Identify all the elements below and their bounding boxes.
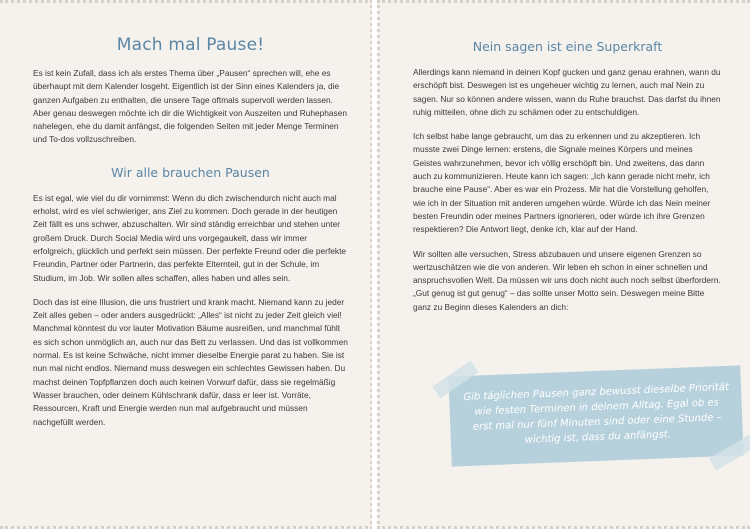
sticky-note (450, 371, 742, 461)
section-heading: Wir alle brauchen Pausen (111, 164, 270, 180)
left-page (0, 0, 373, 529)
paragraph: Es ist kein Zufall, dass ich als erstes Thema über „Pausen“ sprechen will, ehe es überhaupt mit dem Kalender losgeht. Eigentlich ist der Sinn eines Kalenders ja, die ganzen Aufgaben zu enthalten, die unsere Tage oftmals supervoll werden lassen. Aber genau deswegen möchte ich dir die Wichtigkeit von Auszeiten und Ruhephasen nahelegen, ehe du damit anfängst, die folgenden Seiten mit jeder Menge Terminen und To-dos vollzuschreiben. (33, 68, 348, 145)
paragraph: Es ist egal, wie viel du dir vornimmst: Wenn du dich zwischendurch nicht auch mal erholst, wird es viel schwieriger, ans Ziel zu kommen. Doch gerade in der heutigen Zeit fällt es uns schwer, abzuschalten. Wir sind ständig erreichbar und stehen unter großem Druck. Durch Social Media wird uns vorgegaukelt, dass wir immer erfolgreich, glücklich und perfekt sein müssen. Der perfekte Freund oder die perfekte Freundin, Partner oder Partnerin, das perfekte Elternteil, gut in der Schule, im Studium, im Job. Wir sollen alles schaffen, alles haben und alles sein. (33, 192, 347, 283)
paragraph: Allerdings kann niemand in deinen Kopf gucken und ganz genau erahnen, wann du erschöpft bist. Deswegen ist es ungeheuer wichtig zu lernen, auch mal Nein zu sagen. Nur so können andere wissen, wann du Ruhe brauchst. Das darfst du ihnen ruhig mitteilen, ohne dich zu schämen oder zu entschuldigen. (413, 67, 721, 117)
paragraph: Ich selbst habe lange gebraucht, um das zu erkennen und zu akzeptieren. Ich musste zwei Dinge lernen: erstens, die Signale meines Körpers und meines Geistes wahrzunehmen, bevor ich völlig erschöpft bin. Und zweitens, das dann auch zu kommunizieren. Heute kann ich sagen: „Ich kann gerade nicht mehr, ich brauche eine Pause“. Aber es war ein Prozess. Mir hat die Vorstellung geholfen, wie ich in der Situation mit anderen umgehen würde. Würde ich das Nein meiner besten Freundin oder meines Partners ignorieren, oder würde ich ihre Grenzen respektieren? Die Antwort liegt, denke ich, klar auf der Hand. (413, 131, 711, 235)
note-text: Gib täglichen Pausen ganz bewusst dieselbe Priorität wie festen Terminen in deinem Alltag. Egal ob es erst mal nur fünf Minuten sind oder eine Stunde – wichtig ist, dass du anfängst. (463, 381, 730, 446)
right-page (377, 0, 750, 529)
tape-strip (709, 435, 750, 470)
note-card (448, 365, 743, 466)
paragraph: Doch das ist eine Illusion, die uns frustriert und krank macht. Niemand kann zu jeder Zeit alles geben – oder anders ausgedrückt: „Alles“ ist nicht zu jeder Zeit gleich viel! Manchmal könntest du vor lauter Motivation Bäume ausreißen, und manchmal fühlt es sich schon unmöglich an, auch nur das Bett zu verlassen. Und das ist vollkommen normal. Es ist keine Schwäche, nicht immer dieselbe Energie parat zu haben. Sie ist nun mal nicht endlos. Niemand muss deswegen ein schlechtes Gewissen haben. Du machst deinen Topfpflanzen doch auch keinen Vorwurf dafür, dass sie regelmäßig Wasser brauchen, oder deinem Kühlschrank dafür, dass er leer ist. Vorräte, Ressourcen, Kraft und Energie werden nun mal aufgebraucht und müssen nachgefüllt werden. (33, 296, 348, 427)
paragraph: Wir sollten alle versuchen, Stress abzubauen und unsere eigenen Grenzen so wertzuschätzen wie die von anderen. Wir leben eh schon in einer schnellen und anspruchsvollen Welt. Da müssen wir uns doch nicht auch noch selbst überfordern. „Gut genug ist gut genug“ – das sollte unser Motto sein. Deswegen meine Bitte ganz zu Beginn dieses Kalenders an dich: (413, 248, 721, 312)
page-title: Mach mal Pause! (116, 35, 265, 55)
section-heading: Nein sagen ist eine Superkraft (472, 39, 663, 54)
